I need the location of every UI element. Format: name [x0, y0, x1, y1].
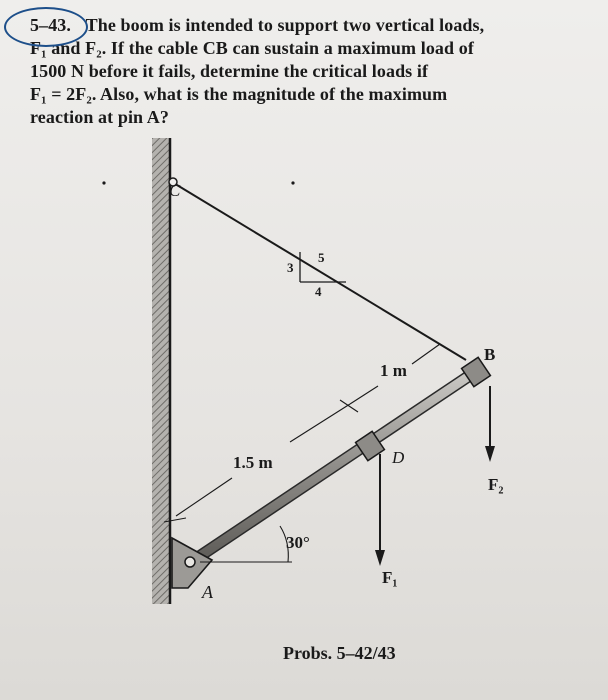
label-1-5m: 1.5 m: [233, 453, 273, 472]
force-f1-arrow: [375, 454, 385, 566]
wall: [152, 138, 170, 604]
label-c: C: [169, 181, 181, 200]
problem-line-5: reaction at pin A?: [30, 107, 169, 127]
figure-caption: Probs. 5–42/43: [283, 643, 396, 663]
hand-drawn-circle: [4, 7, 88, 47]
label-f1: F₁: [382, 568, 398, 587]
problem-statement: [30, 14, 590, 129]
stray-dot: [102, 181, 105, 184]
boom-diagram: [0, 130, 608, 700]
label-30deg: 30°: [286, 533, 310, 552]
label-d: D: [392, 448, 405, 467]
label-b: B: [484, 345, 496, 364]
label-f2: F₂: [488, 475, 504, 494]
slope-label-4: 4: [315, 284, 322, 299]
problem-line-1: 5–43. The boom is intended to support two vertical loads,: [30, 14, 590, 37]
cable-cb: [172, 182, 466, 360]
problem-line-4: F₁ = 2F₂. Also, what is the magnitude of the maximum: [30, 84, 448, 104]
label-a: A: [202, 582, 213, 602]
problem-line-2: F₁ and F₂. If the cable CB can sustain a maximum load of: [30, 38, 474, 58]
label-1m: 1 m: [380, 361, 407, 380]
slope-label-5: 5: [318, 250, 325, 265]
force-f2-arrow: [485, 386, 495, 462]
problem-number: 5–43.: [30, 15, 86, 35]
stray-dot: [291, 181, 294, 184]
problem-line-3: 1500 N before it fails, determine the critical loads if: [30, 61, 429, 81]
slope-label-3: 3: [287, 260, 294, 275]
